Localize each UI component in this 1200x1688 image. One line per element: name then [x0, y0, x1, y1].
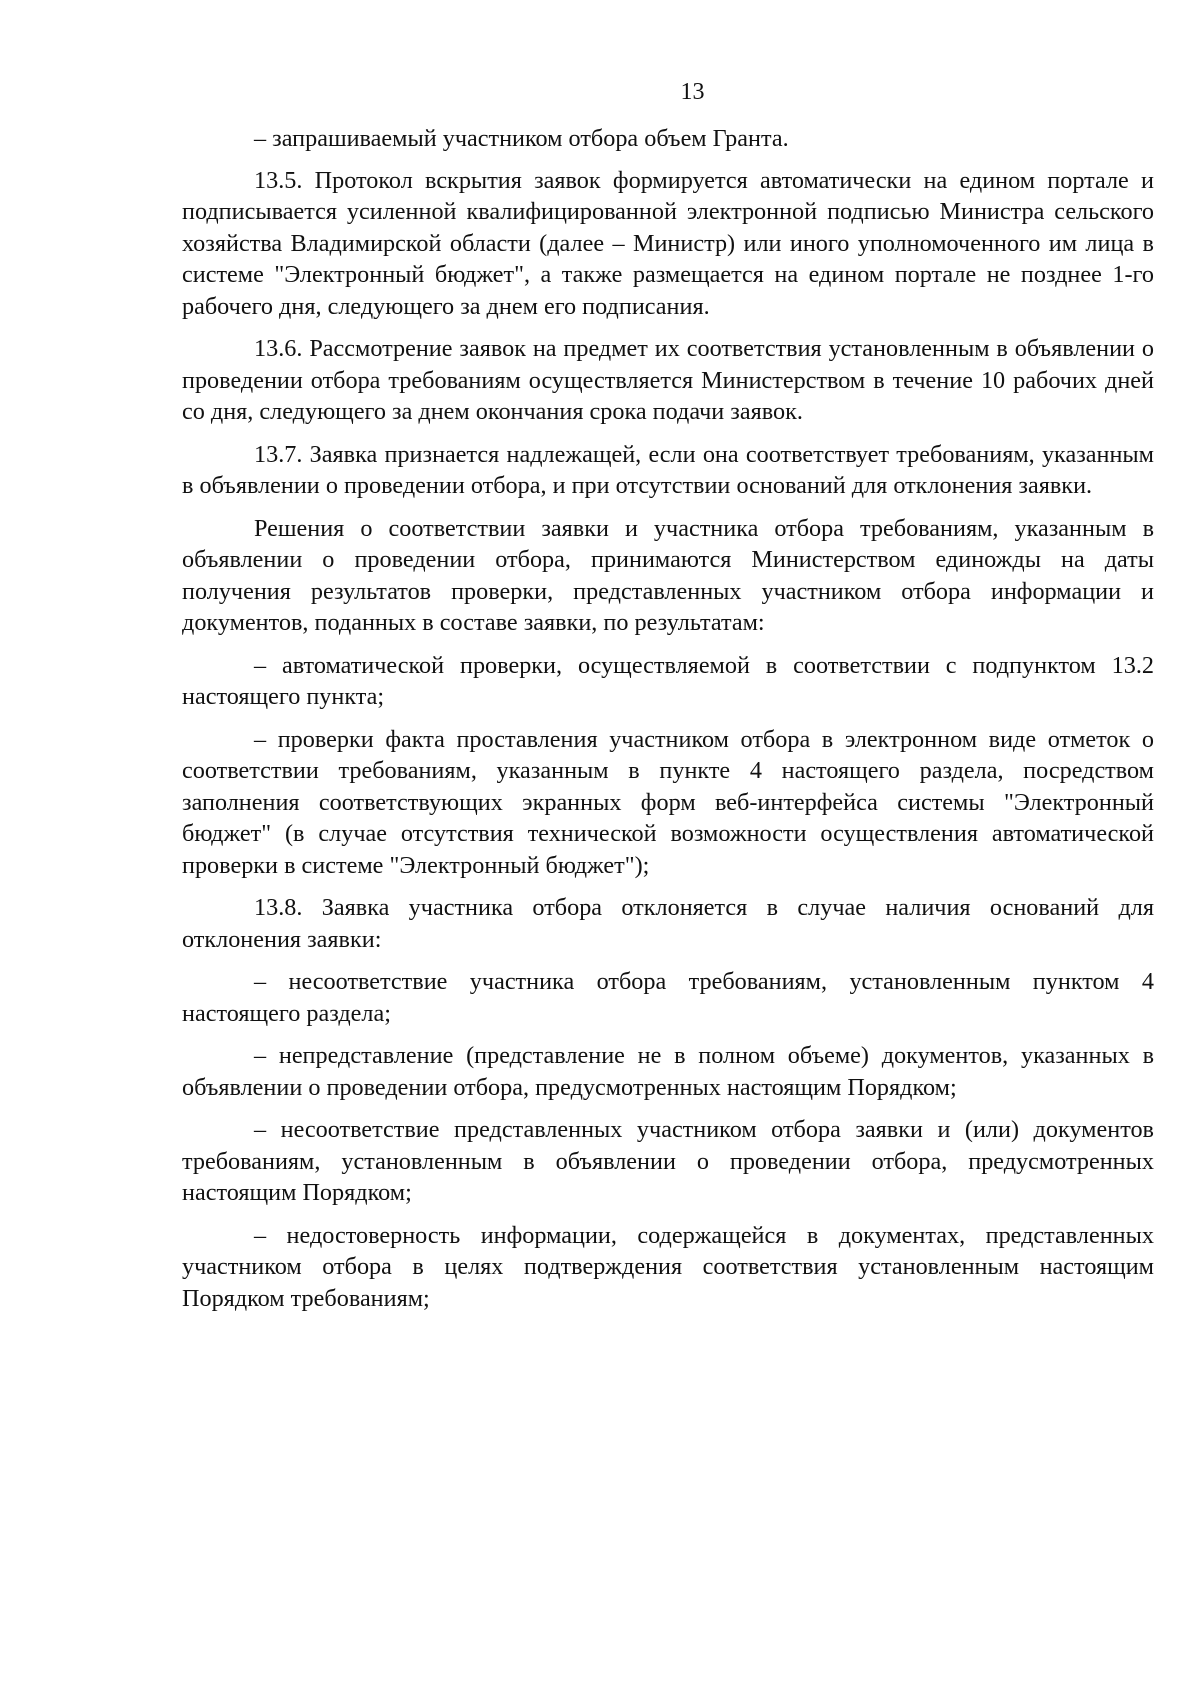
paragraph-13-5: 13.5. Протокол вскрытия заявок формируется автоматически на едином портале и подписывается усиленной квалифицированной электронной подписью Министра сельского хозяйства Владимирской области (далее – Министр) или иного уполномоченного им лица в системе "Электронный бюджет", а также размещается на едином портале не позднее 1-го рабочего дня, следующего за днем его подписания.: [182, 166, 1154, 320]
rejection-reason-item: – несоответствие участника отбора требованиям, установленным пунктом 4 настоящего раздела;: [182, 968, 1154, 1027]
document-body: [182, 123, 1154, 1314]
paragraph-13-8: 13.8. Заявка участника отбора отклоняется в случае наличия оснований для отклонения заявки:: [182, 894, 1154, 953]
paragraph-13-6: 13.6. Рассмотрение заявок на предмет их соответствия установленным в объявлении о проведении отбора требованиям осуществляется Министерством в течение 10 рабочих дней со дня, следующего за днем окончания срока подачи заявок.: [182, 335, 1154, 425]
grant-amount-item: – запрашиваемый участником отбора объем Гранта.: [254, 125, 789, 152]
rejection-reason-item: – непредставление (представление не в полном объеме) документов, указанных в объявлении о проведении отбора, предусмотренных настоящим Порядком;: [182, 1042, 1154, 1101]
marks-check-item: – проверки факта проставления участником отбора в электронном виде отметок о соответствии требованиям, указанным в пункте 4 настоящего раздела, посредством заполнения соответствующих экранных форм веб-интерфейса системы "Электронный бюджет" (в случае отсутствия технической возможности осуществления автоматической проверки в системе "Электронный бюджет");: [182, 725, 1154, 879]
page-number: 13: [680, 79, 705, 105]
decision-paragraph: Решения о соответствии заявки и участника отбора требованиям, указанным в объявлении о проведении отбора, принимаются Министерством единожды на даты получения результатов проверки, представленных участником отбора информации и документов, поданных в составе заявки, по результатам:: [182, 514, 1154, 636]
paragraph-13-7: 13.7. Заявка признается надлежащей, если она соответствует требованиям, указанным в объявлении о проведении отбора, и при отсутствии оснований для отклонения заявки.: [182, 440, 1154, 499]
automatic-check-item: – автоматической проверки, осуществляемой в соответствии с подпунктом 13.2 настоящего пункта;: [182, 651, 1154, 710]
rejection-reason-item: – несоответствие представленных участником отбора заявки и (или) документов требованиям, установленным в объявлении о проведении отбора, предусмотренных настоящим Порядком;: [182, 1116, 1154, 1206]
rejection-reason-item: – недостоверность информации, содержащейся в документах, представленных участником отбора в целях подтверждения соответствия установленным настоящим Порядком требованиям;: [182, 1221, 1154, 1312]
